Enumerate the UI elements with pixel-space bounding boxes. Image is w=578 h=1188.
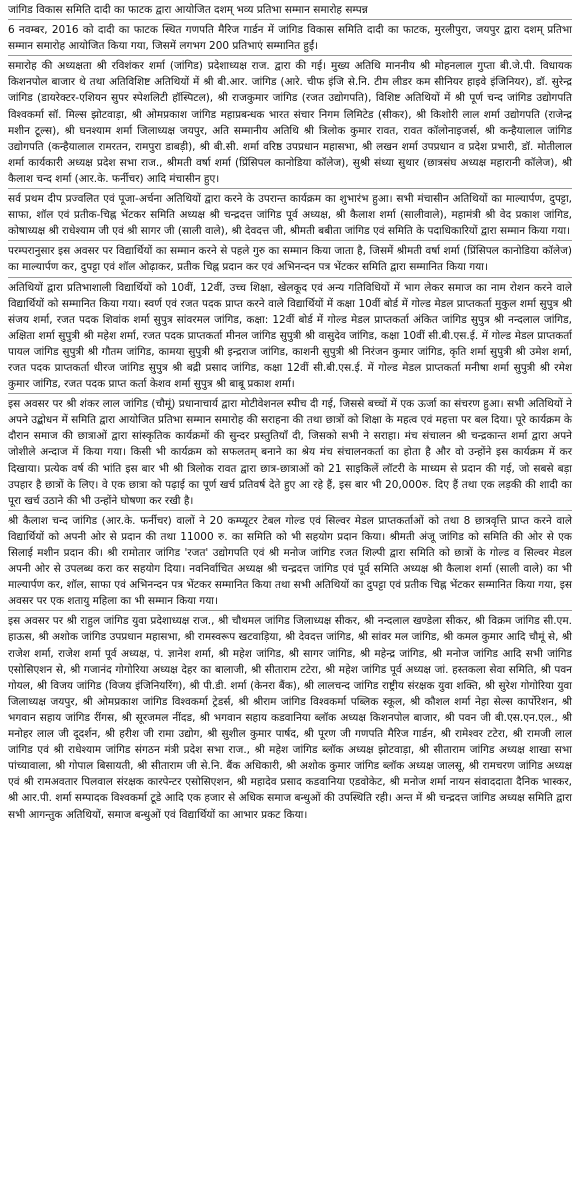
paragraph-student-awards: अतिथियों द्वारा प्रतिभाशाली विद्यार्थियों को 10वीं, 12वीं, उच्च शिक्षा, खेलकूद एवं अन्य गतिविधियों में भाग लेकर समाज का नाम रोशन करने वाले विद्यार्थियों को सम्मानित किया गया। स्वर्ण एवं रजत पदक प्राप्त करने वाले विद्यार्थियों में कक्षा 10वीं बोर्ड में गोल्ड मेडल प्राप्तकर्ता मुकुल शर्मा सुपुत्र श्री संजय शर्मा, रजत पदक शिवांक शर्मा सुपुत्र सांवरमल जांगिड, कक्षा: 12वीं बोर्ड में गोल्ड मेडल प्राप्तकर्ता अंकित जांगिड सुपुत्र श्री नन्दलाल जांगिड, अक्षिता शर्मा सुपुत्री श्री महेश शर्मा, रजत पदक प्राप्तकर्ता मीनल जांगिड सुपुत्री श्री वासुदेव जांगिड, कक्षा 10वीं सी.बी.एस.ई. में गोल्ड मेडल प्राप्तकर्ता पायल जांगिड सुपुत्री श्री गौतम जांगिड, कामया सुपुत्री श्री इन्द्रराज जांगिड, काशनी सुपुत्री श्री निरंजन कुमार जांगिड, कृति शर्मा सुपुत्री श्री उमेश शर्मा, रजत पदक प्राप्तकर्ता धीरज जांगिड सुपुत्र श्री बद्री प्रसाद जांगिड, कक्षा 12वीं सी.बी.एस.ई. में गोल्ड मेडल प्राप्तकर्ता मनीषा शर्मा सुपुत्री श्री रमेश कुमार जांगिड, रजत पदक प्राप्त कर्ता केशव शर्मा सुपुत्र श्री बाबू प्रकाश शर्मा।	[8, 281, 572, 391]
divider	[8, 188, 572, 189]
paragraph-donations: श्री कैलाश चन्द जांगिड (आर.के. फर्नीचर) वालों ने 20 कम्प्यूटर टेबल गोल्ड एवं सिल्वर मेडल प्राप्तकर्ताओं को तथा 8 छात्रवृत्ति प्राप्त करने वाले विद्यार्थियों को अपनी ओर से प्रदान की तथा 11000 रु. का समिति को भी सहयोग प्रदान किया। श्रीमती अंजू जांगिड को समिति की ओर से एक सिलाई मशीन प्रदान की। श्री रामोतार जांगिड 'रजत' उद्योगपति एवं श्री मनोज जांगिड रजत शिल्पी द्वारा समिति को छात्रों के गोल्ड व सिल्वर मेडल अपनी ओर से उपलब्ध करा कर सहयोग दिया। नवनिर्वाचित अध्यक्ष श्री चन्द्रदत्त जांगिड एवं पूर्व समिति अध्यक्ष श्री कैलाश शर्मा (साली वाले) का भी माल्यार्पण कर, शॉल, साफा एवं अभिनन्दन पत्र भेंटकर सम्मानित किया तथा सभी अतिथियों का दुपट्टा एवं प्रतीक चिह्न भेंटकर सम्मानित किया गया, इस अवसर पर एक शतायु महिला का भी सम्मान किया गया।	[8, 514, 572, 608]
divider	[8, 610, 572, 611]
paragraph-motivational-speech: इस अवसर पर श्री शंकर लाल जांगिड (चौमूं) प्रधानाचार्य द्वारा मोटीवेशनल स्पीच दी गई, जिससे बच्चों में एक ऊर्जा का संचरण हुआ। सभी अतिथियों ने अपने उद्बोधन में समिति द्वारा आयोजित प्रतिभा सम्मान समारोह की सराहना की तथा छात्रों को शिक्षा के महत्व एवं महत्ता पर बल दिया। पूरे कार्यक्रम के दौरान समाज की छात्राओं द्वारा सांस्कृतिक कार्यक्रमों की सुन्दर प्रस्तुतियाँ दी, जिसको सभी ने सराहा। मंच संचालन श्री चन्द्रकान्त शर्मा द्वारा अपने जोशीले अन्दाज में किया गया। किसी भी कार्यक्रम को सफलतम् बनाने का श्रेय मंच संचालनकर्ता का होता है और वो उन्होंने इस कार्यक्रम में कर दिखाया। प्रत्येक वर्ष की भांति इस बार भी श्री त्रिलोक रावत द्वारा छात्र-छात्राओं को 21 साइकिलें लॉटरी के माध्यम से प्रदान की गई, जो सबसे बड़ा उपहार है छात्रों के लिए। वे एक छात्रा को पढ़ाई का पूर्ण खर्च प्रतिवर्ष देते हुए आ रहे हैं, इस बार भी 20,000रु. दिए हैं तथा एक लड़की की शादी का पूरा खर्च उठाने की भी उन्होंने घोषणा कर रखी है।	[8, 398, 572, 507]
paragraph-event-intro: 6 नवम्बर, 2016 को दादी का फाटक स्थित गणपति मैरिज गार्डन में जांगिड विकास समिति दादी का फाटक, मुरलीपुरा, जयपुर द्वारा दशम् प्रतिभा सम्मान समारोह आयोजित किया गया, जिसमें लगभग 200 प्रतिभाएं सम्मानित हुईं।	[8, 24, 572, 53]
paragraph-guru-honour: परम्परानुसार इस अवसर पर विद्यार्थियों का सम्मान करने से पहले गुरु का सम्मान किया जाता है, जिसमें श्रीमती वर्षा शर्मा (प्रिंसिपल कानोडिया कॉलेज) का माल्यार्पण कर, दुपट्टा एवं शॉल ओढ़ाकर, प्रतीक चिह्न प्रदान कर एवं अभिनन्दन पत्र भेंटकर समिति द्वारा सम्मानित किया गया।	[8, 245, 572, 274]
divider	[8, 393, 572, 394]
paragraph-attendees: इस अवसर पर श्री राहुल जांगिड युवा प्रदेशाध्यक्ष राज., श्री चौथमल जांगिड जिलाध्यक्ष सीकर, श्री नन्दलाल खण्डेला सीकर, श्री विक्रम जांगिड सी.एम. हाऊस, श्री अशोक जांगिड उपप्रधान महासभा, श्री रामस्वरूप खटवाड़िया, श्री देवदत्त जांगिड, श्री सांवर मल जांगिड, श्री कमल कुमार आदि चौमूं से, श्री राजेश शर्मा, राजेश शर्मा पूर्व अध्यक्ष, पं. ज्ञानेश शर्मा, श्री महेश जांगिड, श्री सागर जांगिड, श्री महेन्द्र जांगिड, श्री मनोज जांगिड आदि सभी जांगिड एसोसिएशन से, श्री गजानंद गोगोरिया अध्यक्ष देहर का बालाजी, श्री सीताराम टटेरा, श्री महेश जांगिड पूर्व अध्यक्ष जां. हस्तकला सेवा समिति, श्री पवन गोयल, श्री विजय जांगिड (विजय इंजिनियरिंग), श्री पी.डी. शर्मा (केनरा बैंक), श्री लालचन्द जांगिड राष्ट्रीय संरक्षक युवा शक्ति, श्री सुरेश गोगोरिया युवा जिलाध्यक्ष जयपुर, श्री ओमप्रकाश जांगिड विश्वकर्मा ट्रेडर्स, श्री श्रीराम जांगिड विश्वकर्मा पब्लिक स्कूल, श्री कौशल शर्मा नेहा सेल्स कार्पोरेशन, श्री भगवान सहाय जांगिड रींगस, श्री सूरजमल नींदड, श्री भगवान सहाय कडवानिया ब्लॉक अध्यक्ष किशनपोल बाजार, श्री पवन जी बी.एस.एन.एल., श्री मनोहर लाल जी दूदर्शन, श्री हरीश जी रामा उद्योग, श्री सुशील कुमार पार्षद, श्री पूरण जी गणपति मैरिज गार्डन, श्री रामेश्वर टटेरा, श्री रामजी लाल जांगिड एवं श्री राधेश्याम जांगिड संगठन मंत्री प्रदेश सभा राज., श्री महेश जांगिड ब्लॉक अध्यक्ष झोटवाड़ा, श्री सीताराम जांगिड अध्यक्ष शाखा सभा पांच्यावाला, श्री गोपाल बिसायती, श्री सीताराम जी से.नि. बैंक अधिकारी, श्री अशोक कुमार जांगिड ब्लॉक अध्यक्ष जालसू, श्री रामचरण जांगिड अध्यक्ष एवं श्री रामअवतार पिलवाल संरक्षक कारपेन्टर एसोसिएशन, श्री महादेव प्रसाद कडवानिया एडवोकेट, श्री मनोज शर्मा नायन संवाददाता दैनिक भास्कर, श्री आर.पी. शर्मा सम्पादक विश्वकर्मा टूडे आदि एक हजार से अधिक समाज बन्धुओं की उपस्थिति रही। अन्त में श्री चन्द्रदत्त जांगिड अध्यक्ष समिति द्वारा सभी आगन्तुक अतिथियों, समाज बन्धुओं एवं विद्यार्थियों का आभार प्रकट किया।	[8, 615, 572, 821]
divider	[8, 510, 572, 511]
paragraph-inauguration: सर्व प्रथम दीप प्रज्वलित एवं पूजा-अर्चना अतिथियों द्वारा करने के उपरान्त कार्यक्रम का शुभारंभ हुआ। सभी मंचासीन अतिथियों का माल्यार्पण, दुपट्टा, साफा, शॉल एवं प्रतीक-चिह्न भेंटकर समिति अध्यक्ष श्री चन्द्रदत्त जांगिड पूर्व अध्यक्ष, श्री कैलाश शर्मा (सालीवाले), महामंत्री श्री वेद प्रकाश जांगिड, कोषाध्यक्ष श्री राधेश्याम जी एवं श्री सागर जी (साली वाले), श्री देवदत्त जी, श्रीमती बबीता जांगिड एवं समिति के पदाधिकारियों द्वारा सम्मान किया गया।	[8, 193, 572, 238]
divider	[8, 240, 572, 241]
divider	[8, 55, 572, 56]
paragraph-chief-guests: समारोह की अध्यक्षता श्री रविशंकर शर्मा (जांगिड) प्रदेशाध्यक्ष राज. द्वारा की गई। मुख्य अतिथि माननीय श्री मोहनलाल गुप्ता बी.जे.पी. विधायक किशनपोल बाजार थे तथा अतिविशिष्ट अतिथियों में श्री बी.आर. जांगिड (आरे. चीफ इंजि से.नि. टीम लीडर कम सीनियर हाइवे इंजिनियर), डॉ. सुरेन्द्र जांगिड (डायरेक्टर-एशियन सुपर स्पेशलिटी हॉस्पिटल), श्री राजकुमार जांगिड (रजत उद्योगपति), विशिष्ट अतिथियों में श्री पूर्ण चन्द जांगिड उद्योगपति विश्वकर्मा सॉ. मिल्स झोटवाड़ा, श्री ओमप्रकाश जांगिड महाप्रबन्धक भारत संचार निगम लिमिटेड (सीकर), श्री किशोरी लाल शर्मा उद्योगपति (राजेन्द्र मशीन टूल्स), श्री घनश्याम शर्मा जिलाध्यक्ष जयपुर, अति सम्मानीय अतिथि श्री त्रिलोक कुमार रावत, रावत कॉलोनाइजर्स, श्री कन्हैयालाल जांगिड उद्योगपति (कन्हैयालाल रामरतन, रामपुरा डाबड़ी), श्री बी.सी. शर्मा वरिष्ठ उपप्रधान महासभा, श्री लखन शर्मा उपप्रधान व प्रदेश प्रभारी, डॉ. मोतीलाल शर्मा कार्यकारी अध्यक्ष प्रदेश सभा राज., श्रीमती वर्षा शर्मा (प्रिंसिपल कानोडिया कॉलेज), सुश्री संध्या सुथार (छात्रसंघ अध्यक्ष महारानी कॉलेज), श्री कैलाश चन्द शर्मा (आर.के. फर्नीचर) आदि मंचासीन हुए।	[8, 60, 572, 185]
article-title: जांगिड विकास समिति दादी का फाटक द्वारा आयोजित दशम् भव्य प्रतिभा सम्मान समारोह सम्पन्न	[8, 4, 368, 16]
divider	[8, 19, 572, 20]
divider	[8, 277, 572, 278]
